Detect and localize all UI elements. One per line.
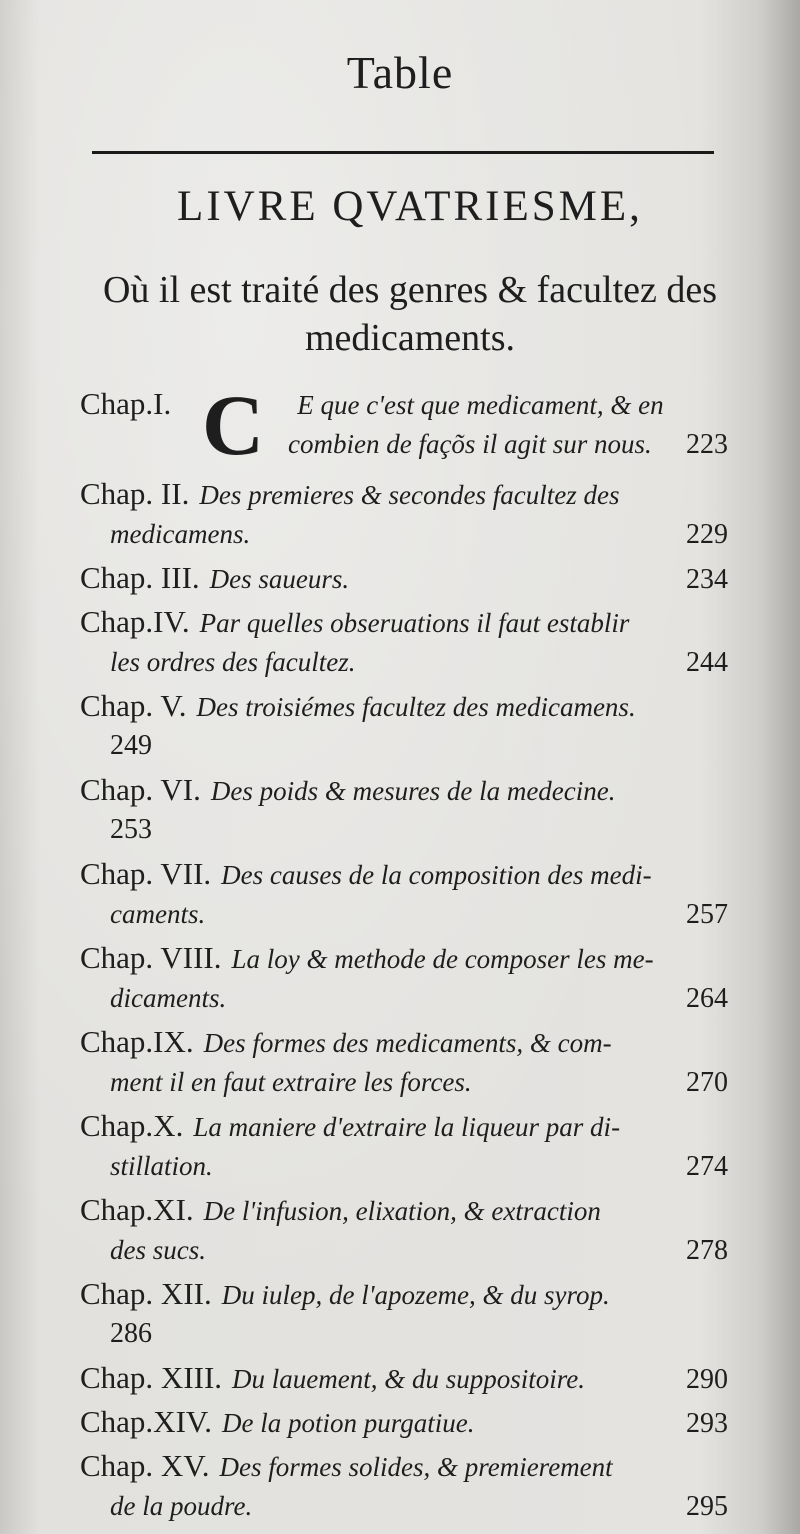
toc-entry [80, 558, 740, 598]
toc-entry [80, 1190, 740, 1270]
chapter-number: Chap. VIII. [80, 940, 222, 975]
chapter-number: Chap. XII. [80, 1276, 212, 1311]
chapter-number: Chap.IV. [80, 604, 190, 639]
page-number: 286 [110, 1318, 152, 1349]
chapter-title: De la potion purgatiue. [222, 1408, 475, 1438]
chapter-title-cont: caments. [110, 899, 206, 929]
chapter-title: Des formes des medicaments, & com- [203, 1028, 612, 1058]
toc-entry [80, 1446, 740, 1526]
toc-entry [80, 686, 740, 766]
chapter-number: Chap. II. [80, 476, 190, 511]
chapter-number: Chap.I. [80, 386, 172, 421]
page-number: 278 [686, 1235, 728, 1266]
chapter-title-cont: medicamens. [110, 519, 251, 549]
page-number: 257 [686, 899, 728, 930]
drop-cap: C [202, 377, 265, 473]
page-number: 274 [686, 1151, 728, 1182]
chapter-title: Des troisiémes facultez des medicamens. [196, 692, 636, 722]
toc-entry [80, 1022, 740, 1102]
toc-entry [80, 854, 740, 934]
page-number: 234 [686, 564, 728, 595]
toc-entry [80, 377, 740, 473]
book-subtitle: Où il est traité des genres & facultez des medicaments. [102, 269, 718, 359]
chapter-number: Chap. XV. [80, 1448, 210, 1483]
page-number: 293 [686, 1408, 728, 1439]
page-number: 244 [686, 647, 728, 678]
toc-entry [80, 770, 740, 850]
chapter-title: E que c'est que medicament, & en [297, 390, 664, 420]
page-number: 229 [686, 519, 728, 550]
page-number: 223 [686, 429, 728, 460]
page-number: 249 [110, 730, 152, 761]
chapter-title-cont: des sucs. [110, 1235, 206, 1265]
chapter-number: Chap. XIII. [80, 1360, 223, 1395]
chapter-title: La loy & methode de composer les me- [231, 944, 654, 974]
toc-entry [80, 1106, 740, 1186]
toc-entry [80, 602, 740, 682]
chapter-title: Des premieres & secondes facultez des [199, 480, 620, 510]
chapter-title: De l'infusion, elixation, & extraction [203, 1196, 601, 1226]
page-number: 270 [686, 1067, 728, 1098]
page-number: 295 [686, 1491, 728, 1522]
chapter-title: Du lauement, & du suppositoire. [232, 1364, 586, 1394]
chapter-title-cont: ment il en faut extraire les forces. [110, 1067, 472, 1097]
toc-entry [80, 1358, 740, 1398]
chapter-title-cont: stillation. [110, 1151, 213, 1181]
running-head: Table [346, 47, 454, 98]
chapter-number: Chap.XI. [80, 1192, 194, 1227]
chapter-number: Chap. VI. [80, 772, 201, 807]
chapter-title-cont: dicaments. [110, 983, 227, 1013]
book-title: LIVRE QVATRIESME, [177, 183, 643, 230]
chapter-number: Chap. VII. [80, 856, 212, 891]
chapter-number: Chap. V. [80, 688, 187, 723]
chapter-number: Chap.IX. [80, 1024, 194, 1059]
chapter-title-cont: les ordres des facultez. [110, 647, 356, 677]
page-number: 290 [686, 1364, 728, 1395]
chapter-number: Chap.XIV. [80, 1404, 213, 1439]
chapter-number: Chap.X. [80, 1108, 184, 1143]
chapter-title: Des poids & mesures de la medecine. [210, 776, 616, 806]
toc-entry [80, 1402, 740, 1442]
header-rule [92, 151, 714, 154]
page-number: 264 [686, 983, 728, 1014]
chapter-title: Du iulep, de l'apozeme, & du syrop. [221, 1280, 610, 1310]
chapter-title: Des saueurs. [209, 564, 350, 594]
toc-entry [80, 938, 740, 1018]
chapter-title: La maniere d'extraire la liqueur par di- [193, 1112, 621, 1142]
chapter-title-cont: combien de façõs il agit sur nous. [288, 429, 652, 459]
chapter-title: Des formes solides, & premierement [219, 1452, 613, 1482]
chapter-title-cont: de la poudre. [110, 1491, 253, 1521]
chapter-number: Chap. III. [80, 560, 200, 595]
toc-entry [80, 474, 740, 554]
chapter-title: Des causes de la composition des medi- [221, 860, 652, 890]
chapter-title: Par quelles obseruations il faut establir [199, 608, 630, 638]
table-of-contents [80, 377, 740, 1530]
toc-entry [80, 1274, 740, 1354]
page-number: 253 [110, 814, 152, 845]
